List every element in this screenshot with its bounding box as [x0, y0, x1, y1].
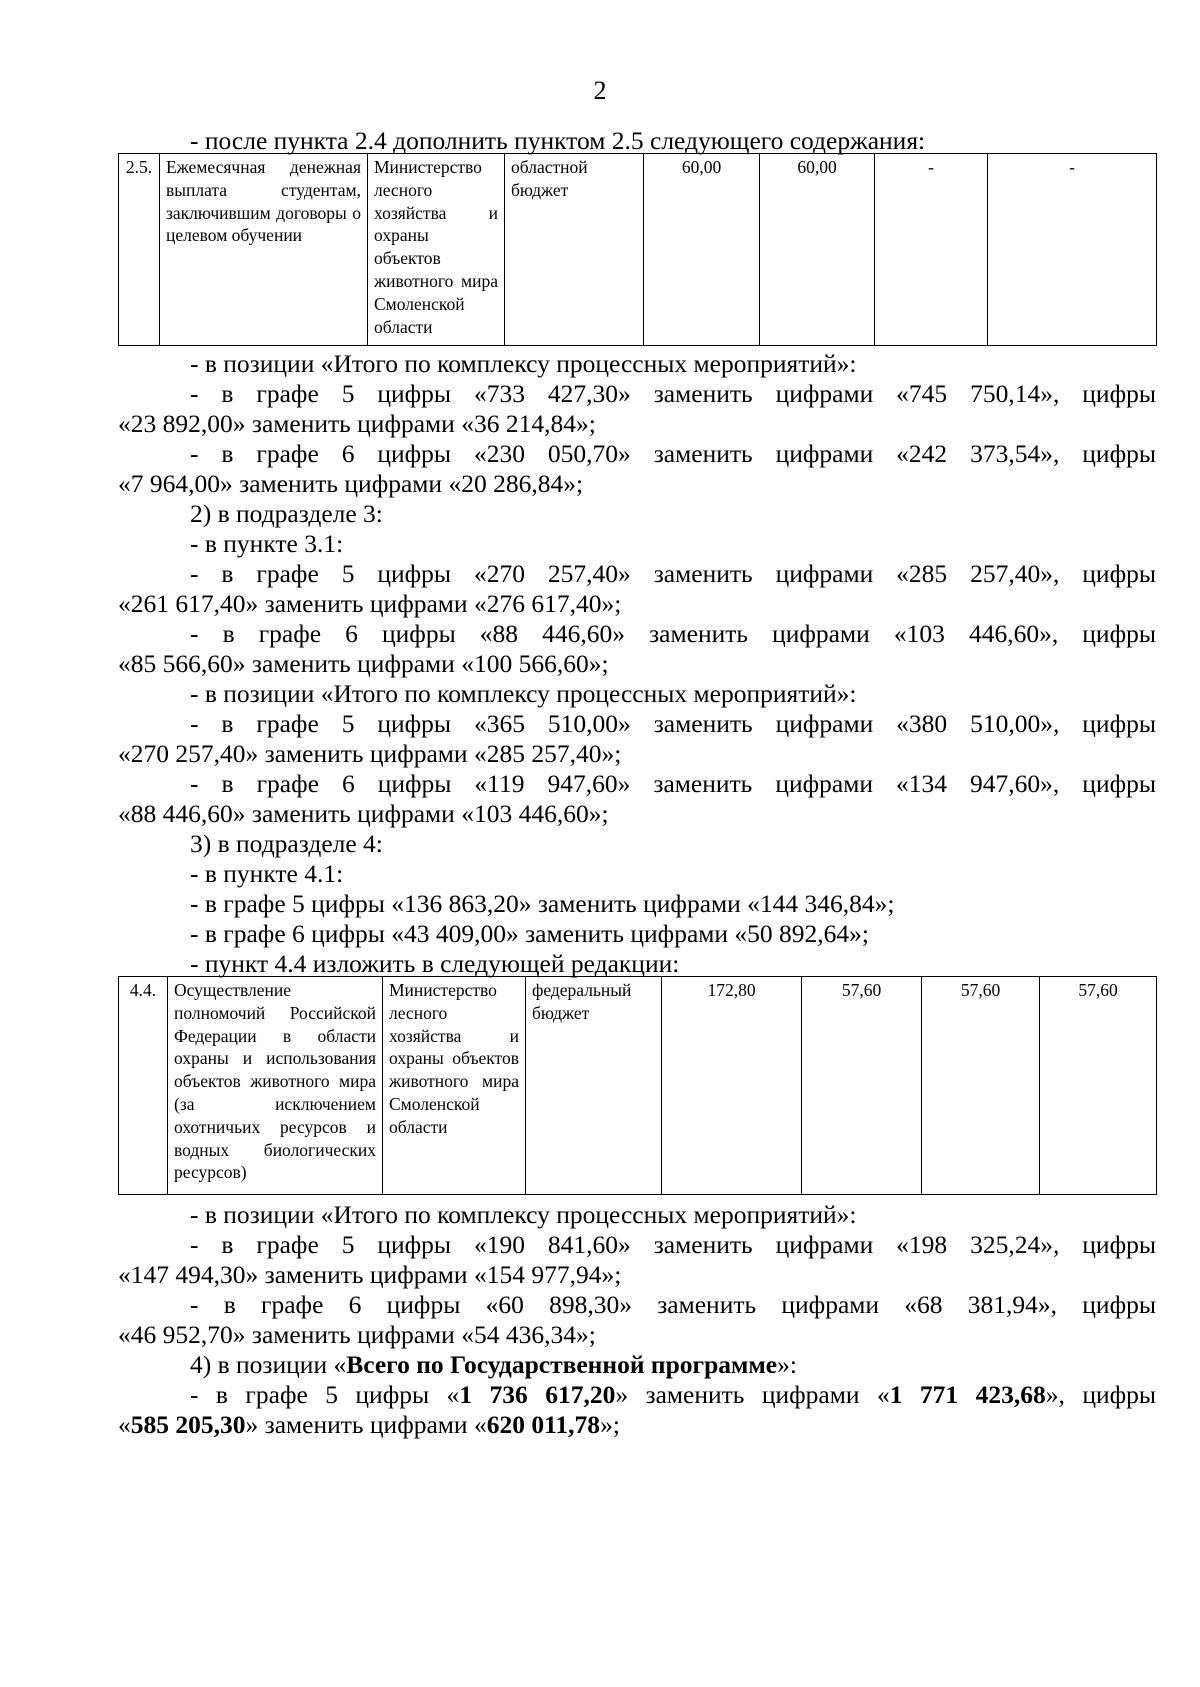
text-line: - в пункте 3.1: [190, 529, 344, 558]
text-line [118, 1408, 1156, 1441]
page-number: 2 [593, 76, 607, 105]
text-line: - в графе 5 цифры «365 510,00» заменить цифрами «380 510,00», цифры [190, 709, 1156, 738]
item-executor: Министерство лесного хозяйства и охраны объектов животного мира Смоленской области [383, 977, 526, 1195]
item-name: Ежемесячная денежная выплата студентам, заключившим договоры о целевом обучении [160, 154, 368, 346]
text-line: - в графе 6 цифры «119 947,60» заменить цифрами «134 947,60», цифры [190, 769, 1156, 798]
item-column-5: 172,80 [662, 977, 802, 1195]
item-funding-source: областной бюджет [505, 154, 644, 346]
text-line: - в графе 6 цифры «43 409,00» заменить цифрами «50 892,64»; [190, 919, 870, 948]
item-column-7: 57,60 [922, 977, 1040, 1195]
text-line: - в графе 5 цифры «190 841,60» заменить цифрами «198 325,24», цифры [190, 1230, 1156, 1259]
old-subtotal-value: 585 205,30 [130, 1410, 246, 1439]
old-total-value: 1 736 617,20 [459, 1380, 616, 1409]
text-run: » заменить цифрами « [615, 1380, 890, 1409]
text-line: - в пункте 4.1: [190, 859, 344, 888]
text-line: - в позиции «Итого по комплексу процессных мероприятий»: [190, 1200, 857, 1229]
program-total-label: Всего по Государственной программе [346, 1350, 778, 1379]
text-line: - в графе 6 цифры «60 898,30» заменить цифрами «68 381,94», цифры [190, 1290, 1156, 1319]
text-run: » заменить цифрами « [245, 1410, 487, 1439]
text-line: «147 494,30» заменить цифрами «154 977,94»; [118, 1260, 622, 1289]
item-column-6: 60,00 [760, 154, 875, 346]
new-subtotal-value: 620 011,78 [486, 1410, 601, 1439]
intro-line: - после пункта 2.4 дополнить пунктом 2.5 следующего содержания: [190, 126, 926, 155]
item-name: Осуществление полномочий Российской Федерации в области охраны и использования объектов животного мира (за исключением охотничьих ресурсов и водных биологических ресурсов) [168, 977, 383, 1195]
item-funding-source: федеральный бюджет [526, 977, 662, 1195]
text-run: »: [777, 1350, 797, 1379]
item-column-7: - [875, 154, 988, 346]
text-line: - в графе 5 цифры «733 427,30» заменить цифрами «745 750,14», цифры [190, 379, 1156, 408]
item-number: 4.4. [119, 977, 168, 1195]
text-line [190, 1348, 1156, 1381]
text-line: 2) в подразделе 3: [190, 499, 383, 528]
table-row [119, 154, 1157, 346]
text-run: », цифры [1045, 1380, 1157, 1409]
text-line: «46 952,70» заменить цифрами «54 436,34»; [118, 1320, 596, 1349]
item-column-8: 57,60 [1040, 977, 1157, 1195]
text-run: « [118, 1410, 131, 1439]
item-number: 2.5. [119, 154, 160, 346]
table-item-4-4 [118, 976, 1157, 1195]
text-line: «261 617,40» заменить цифрами «276 617,40»; [118, 589, 622, 618]
text-line: - в позиции «Итого по комплексу процессных мероприятий»: [190, 349, 857, 378]
table-row [119, 977, 1157, 1195]
item-executor: Министерство лесного хозяйства и охраны объектов животного мира Смоленской области [368, 154, 505, 346]
new-total-value: 1 771 423,68 [889, 1380, 1046, 1409]
text-line: «85 566,60» заменить цифрами «100 566,60»; [118, 649, 609, 678]
text-line: - в графе 6 цифры «230 050,70» заменить цифрами «242 373,54», цифры [190, 439, 1156, 468]
text-line: «23 892,00» заменить цифрами «36 214,84»; [118, 409, 596, 438]
text-line: «88 446,60» заменить цифрами «103 446,60»; [118, 799, 609, 828]
text-line [190, 1378, 1156, 1411]
text-line: «270 257,40» заменить цифрами «285 257,40»; [118, 739, 622, 768]
text-line: - в графе 6 цифры «88 446,60» заменить цифрами «103 446,60», цифры [190, 619, 1156, 648]
text-run: 4) в позиции « [190, 1350, 347, 1379]
text-line: - в графе 5 цифры «270 257,40» заменить цифрами «285 257,40», цифры [190, 559, 1156, 588]
item-column-8: - [988, 154, 1157, 346]
text-line: «7 964,00» заменить цифрами «20 286,84»; [118, 469, 584, 498]
item-column-6: 57,60 [802, 977, 922, 1195]
table-item-2-5 [118, 153, 1157, 346]
item-column-5: 60,00 [644, 154, 760, 346]
text-line: - в позиции «Итого по комплексу процессных мероприятий»: [190, 679, 857, 708]
text-run: - в графе 5 цифры « [190, 1380, 460, 1409]
text-run: »; [600, 1410, 620, 1439]
text-line: - в графе 5 цифры «136 863,20» заменить цифрами «144 346,84»; [190, 889, 895, 918]
text-line: - пункт 4.4 изложить в следующей редакции: [190, 949, 680, 978]
text-line: 3) в подразделе 4: [190, 829, 383, 858]
